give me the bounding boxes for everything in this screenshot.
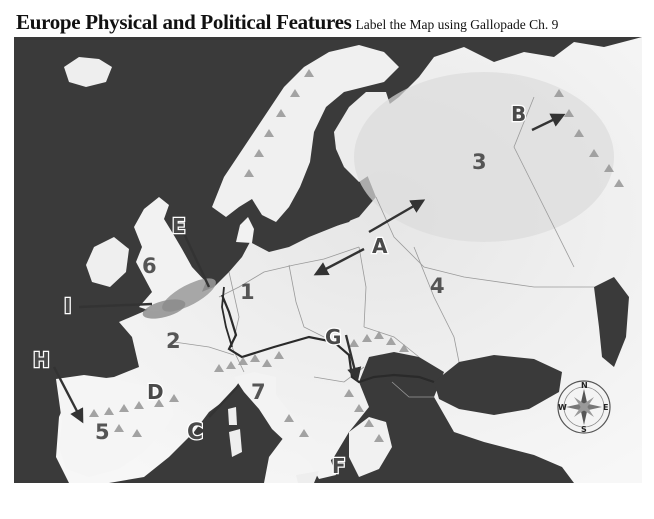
title-sub: Label the Map using Gallopade Ch. 9 xyxy=(355,17,559,32)
compass-s: S xyxy=(581,425,587,434)
label-5: 5 xyxy=(95,420,110,444)
label-2: 2 xyxy=(166,329,181,353)
map-title xyxy=(16,10,646,36)
label-c: C xyxy=(187,420,204,445)
europe-map xyxy=(14,37,642,483)
label-4: 4 xyxy=(430,274,445,298)
title-main: Europe Physical and Political Features xyxy=(16,10,352,34)
label-3: 3 xyxy=(472,150,487,174)
label-1: 1 xyxy=(240,280,255,304)
label-h: H xyxy=(33,348,50,372)
label-i: I xyxy=(64,294,72,318)
compass-w: W xyxy=(558,403,567,412)
label-g: G xyxy=(325,325,342,349)
label-7: 7 xyxy=(251,380,266,404)
map-area xyxy=(14,37,642,483)
label-6: 6 xyxy=(142,254,157,278)
corsica xyxy=(228,407,237,425)
label-a: A xyxy=(372,234,388,258)
compass-rose xyxy=(558,381,610,434)
label-b: B xyxy=(511,102,527,126)
label-d: D xyxy=(147,380,164,404)
label-f: F xyxy=(332,454,346,478)
label-e: E xyxy=(172,214,186,238)
compass-e: E xyxy=(603,403,609,412)
compass-n: N xyxy=(581,381,588,390)
